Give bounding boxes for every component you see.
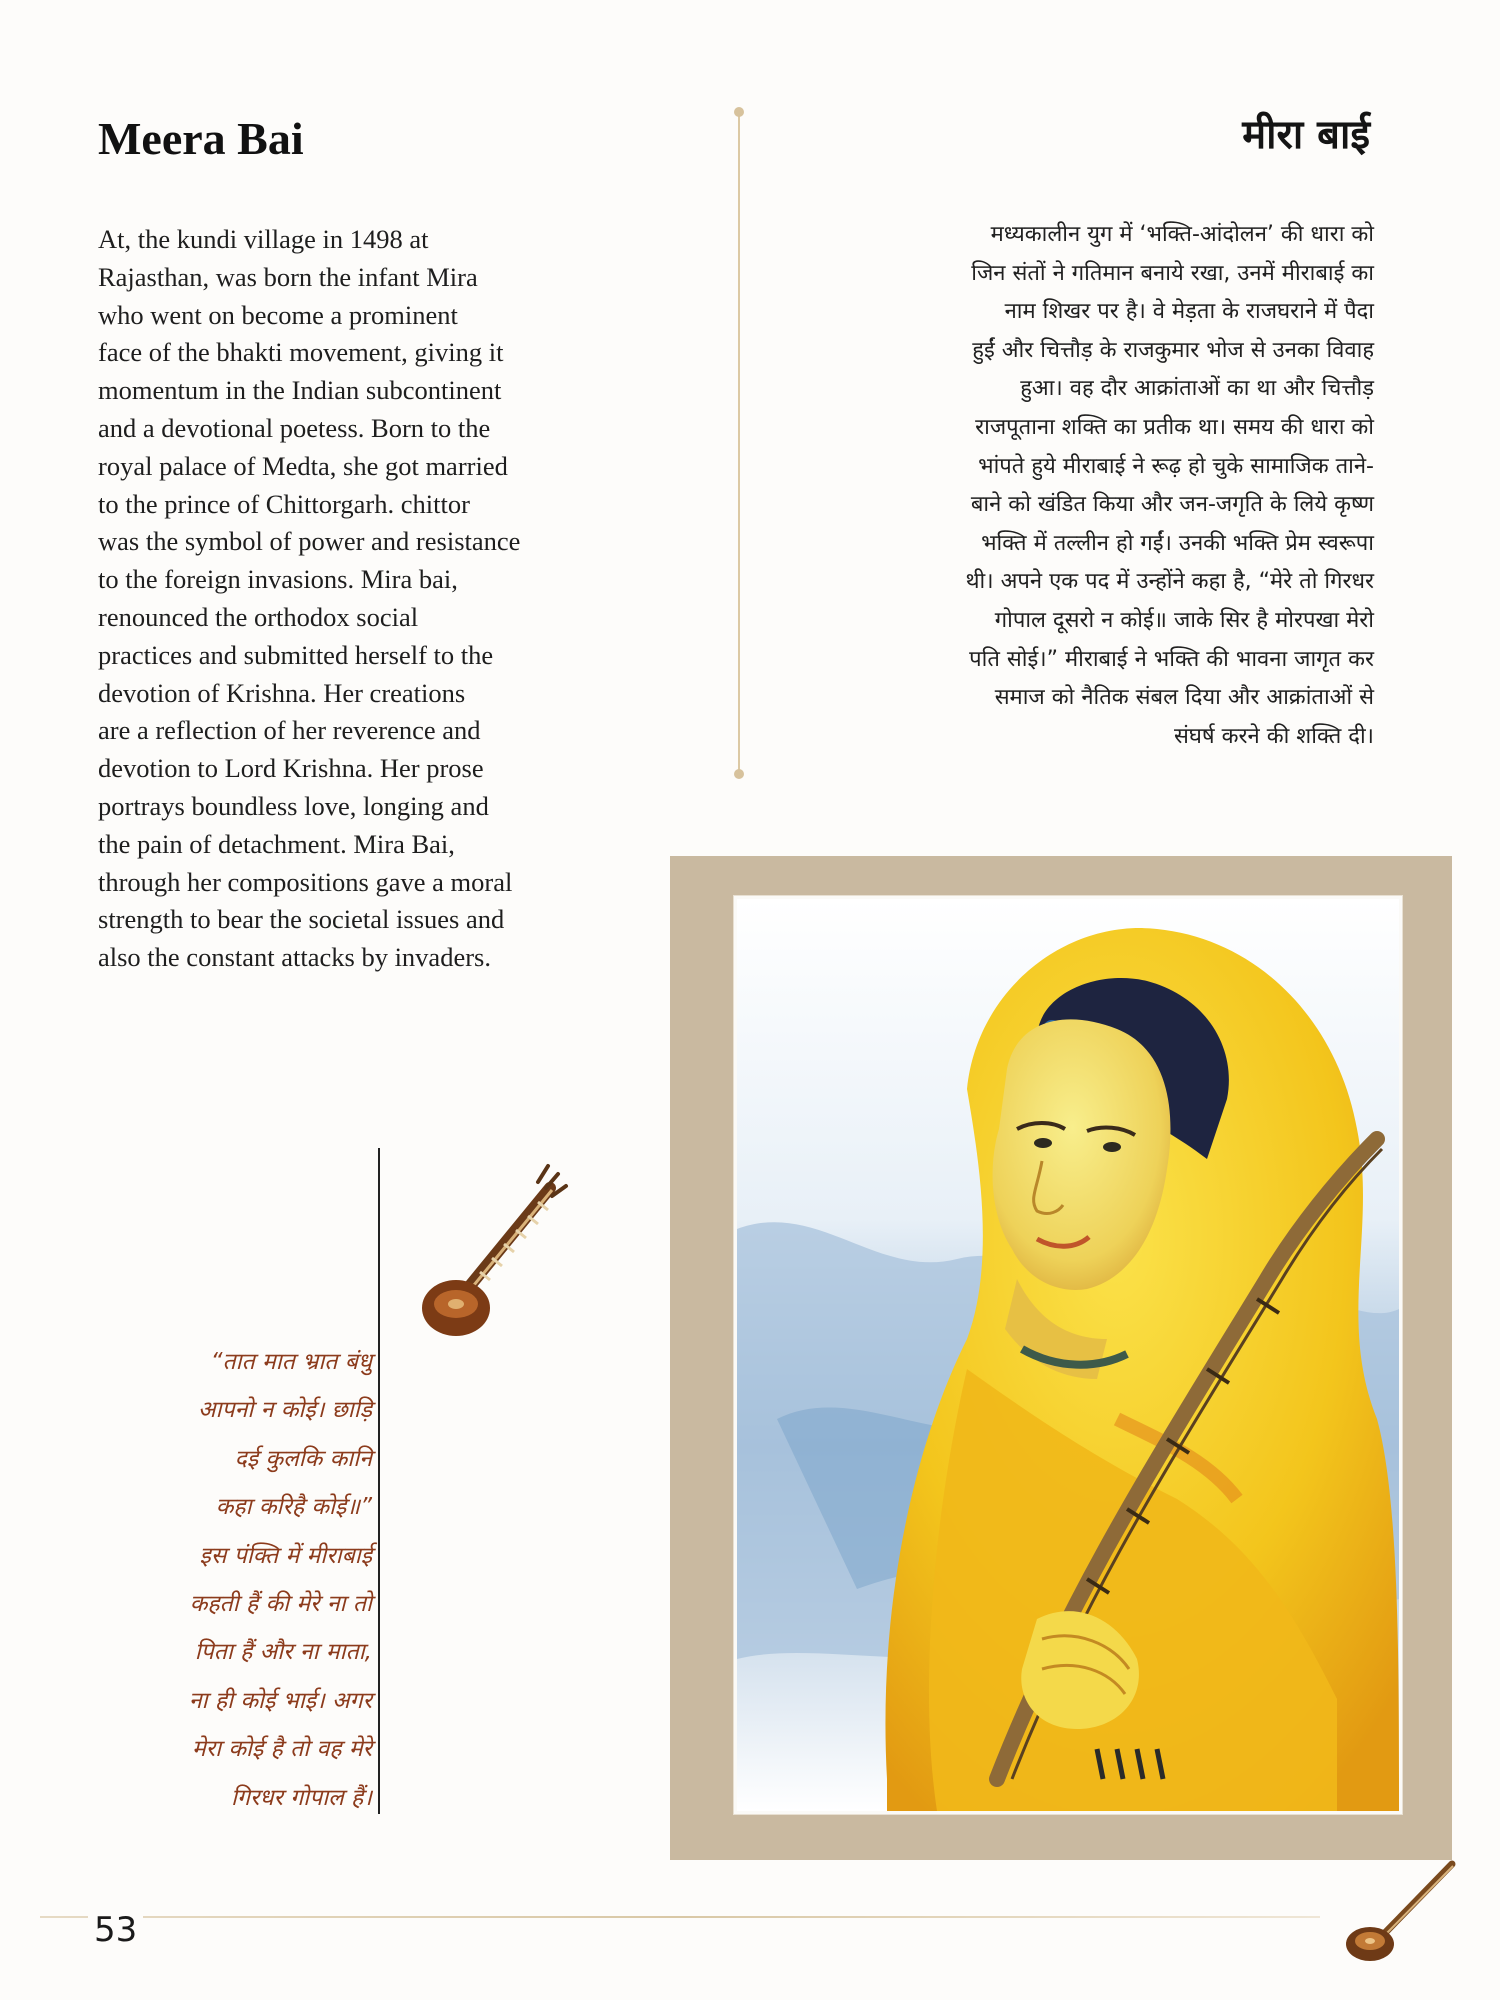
quote-rule bbox=[378, 1148, 380, 1814]
quote-line: ना ही कोई भाई। अगर bbox=[188, 1687, 372, 1714]
english-line: Rajasthan, was born the infant Mira bbox=[98, 261, 478, 292]
hindi-line: राजपूताना शक्ति का प्रतीक था। समय की धारा को bbox=[975, 414, 1374, 440]
english-line: was the symbol of power and resistance bbox=[98, 526, 521, 557]
english-line: momentum in the Indian subcontinent bbox=[98, 375, 502, 406]
english-line: the pain of detachment. Mira Bai, bbox=[98, 828, 455, 859]
hindi-line: मध्यकालीन युग में ‘भक्ति-आंदोलन’ की धारा को bbox=[990, 222, 1374, 247]
english-line: royal palace of Medta, she got married bbox=[98, 450, 508, 481]
quote-line: “तात मात भ्रात बंधु bbox=[210, 1349, 372, 1375]
hindi-body bbox=[854, 216, 1374, 756]
english-line: also the constant attacks by invaders. bbox=[98, 942, 491, 973]
english-line: renounced the orthodox social bbox=[98, 601, 419, 632]
sitar-icon bbox=[420, 1148, 570, 1344]
english-title: Meera Bai bbox=[98, 113, 304, 164]
hindi-line: समाज को नैतिक संबल दिया और आक्रांताओं से bbox=[994, 685, 1374, 711]
english-line: face of the bhakti movement, giving it bbox=[98, 337, 504, 368]
english-line: strength to bear the societal issues and bbox=[98, 904, 505, 935]
tanpura-icon bbox=[1340, 1858, 1460, 1964]
quote-line: मेरा कोई है तो वह मेरे bbox=[191, 1736, 372, 1763]
hindi-line: संघर्ष करने की शक्ति दी। bbox=[1174, 723, 1374, 749]
footer-rule bbox=[40, 1916, 1320, 1918]
english-line: devotion to Lord Krishna. Her prose bbox=[98, 753, 484, 784]
english-line: practices and submitted herself to the bbox=[98, 639, 494, 670]
english-body bbox=[98, 221, 598, 977]
divider-dot bbox=[734, 107, 744, 117]
english-line: who went on become a prominent bbox=[98, 299, 458, 330]
hindi-line: पति सोई।” मीराबाई ने भक्ति की भावना जागृत कर bbox=[969, 646, 1374, 672]
english-line: through her compositions gave a moral bbox=[98, 866, 513, 897]
quote-line: गिरधर गोपाल हैं। bbox=[231, 1784, 372, 1811]
quote-line: दई कुलकि कानि bbox=[234, 1445, 372, 1472]
english-line: devotion of Krishna. Her creations bbox=[98, 677, 466, 708]
hindi-line: गोपाल दूसरो न कोई॥ जाके सिर है मोरपखा मेरो bbox=[994, 607, 1374, 633]
hindi-line: भांपते हुये मीराबाई ने रूढ़ हो चुके सामाजिक ताने- bbox=[978, 453, 1374, 479]
hindi-line: भक्ति में तल्लीन हो गईं। उनकी भक्ति प्रेम स्वरूपा bbox=[981, 530, 1374, 556]
english-line: to the foreign invasions. Mira bai, bbox=[98, 564, 458, 595]
quote-line: कहा करिहै कोई॥” bbox=[215, 1494, 372, 1521]
quote-line: पिता हैं और ना माता, bbox=[194, 1639, 372, 1666]
quote-block bbox=[72, 1338, 372, 1822]
quote-line: कहती हैं की मेरे ना तो bbox=[189, 1591, 372, 1618]
hindi-line: थी। अपने एक पद में उन्होंने कहा है, “मेरे तो गिरधर bbox=[965, 569, 1374, 595]
english-line: At, the kundi village in 1498 at bbox=[98, 224, 429, 254]
hindi-line: हुईं और चित्तौड़ के राजकुमार भोज से उनका विवाह bbox=[972, 337, 1374, 363]
quote-line: इस पंक्ति में मीराबाई bbox=[199, 1542, 372, 1569]
divider-dot bbox=[734, 769, 744, 779]
hindi-title: मीरा बाई bbox=[1242, 112, 1370, 158]
hindi-line: नाम शिखर पर है। वे मेड़ता के राजघराने में पैदा bbox=[1004, 299, 1374, 325]
quote-line: आपनो न कोई। छाड़ि bbox=[198, 1397, 372, 1424]
hindi-line: बाने को खंडित किया और जन-जगृति के लिये कृष्ण bbox=[970, 492, 1374, 518]
english-line: portrays boundless love, longing and bbox=[98, 790, 489, 821]
meera-bai-painting bbox=[734, 896, 1402, 1814]
hindi-line: हुआ। वह दौर आक्रांताओं का था और चित्तौड़ bbox=[1020, 376, 1374, 402]
hindi-line: जिन संतों ने गतिमान बनाये रखा, उनमें मीराबाई का bbox=[971, 260, 1374, 286]
english-line: are a reflection of her reverence and bbox=[98, 715, 481, 746]
english-line: to the prince of Chittorgarh. chittor bbox=[98, 488, 470, 519]
english-line: and a devotional poetess. Born to the bbox=[98, 412, 491, 443]
page-number: 53 bbox=[88, 1910, 143, 1950]
column-divider bbox=[738, 112, 740, 774]
